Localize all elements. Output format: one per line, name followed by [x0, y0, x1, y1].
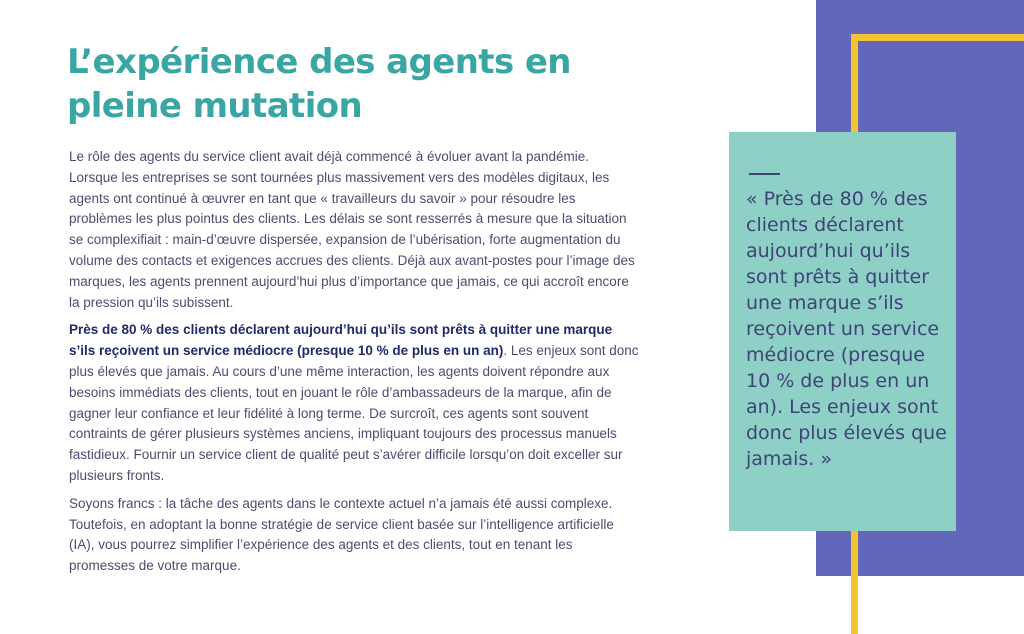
pull-quote-box [729, 132, 956, 531]
page-title: L’expérience des agents en pleine mutation [67, 42, 571, 126]
paragraph-intro: Le rôle des agents du service client avait déjà commencé à évoluer avant la pandémie. Lorsque les entreprises se sont tournées plus massivement vers des modèles digitaux, les agents ont continué à œuvrer en tant que « travailleurs du savoir » pour résoudre les problèmes les plus pointus des clients. Les délais se sont resserrés à mesure que la situation se complexifiait : main-d’œuvre dispersée, expansion de l’ubérisation, forte augmentation du volume des contacts et exigences accrues des clients. Déjà aux avant-postes pour l’image des marques, les agents prennent aujourd’hui plus d’importance que jamais, ce qui accroît encore la pression qu’ils subissent. [69, 149, 635, 310]
highlighted-statistic: Près de 80 % des clients déclarent aujourd’hui qu’ils sont prêts à quitter une marque s’ils reçoivent un service médiocre (presque 10 % de plus en un an) [69, 322, 613, 359]
quote-dash-divider [749, 173, 780, 175]
article-body [69, 147, 641, 584]
pull-quote-text: « Près de 80 % des clients déclarent aujourd’hui qu’ils sont prêts à quitter une marque s’ils reçoivent un service médiocre (presque 10 % de plus en un an). Les enjeux sont donc plus élevés que jamais. » [746, 188, 947, 470]
paragraph-stakes [69, 320, 641, 486]
paragraph-conclusion: Soyons francs : la tâche des agents dans le contexte actuel n’a jamais été aussi complexe. Toutefois, en adoptant la bonne stratégie de service client basée sur l’intelligence artificielle (IA), vous pourrez simplifier l’expérience des agents et des clients, tout en tenant les promesses de votre marque. [69, 495, 614, 574]
paragraph-stakes-text: . Les enjeux sont donc plus élevés que jamais. Au cours d’une même interaction, les agents doivent répondre aux besoins immédiats des clients, tout en jouant le rôle d’ambassadeurs de la marque, afin de gagner leur confiance et leur fidélité à long terme. De surcroît, ces agents sont souvent contraints de gérer plusieurs systèmes anciens, impliquant toujours des processus manuels fastidieux. Fournir un service client de qualité peut s’avérer difficile lorsqu’on doit exceller sur plusieurs fronts. [69, 343, 639, 483]
